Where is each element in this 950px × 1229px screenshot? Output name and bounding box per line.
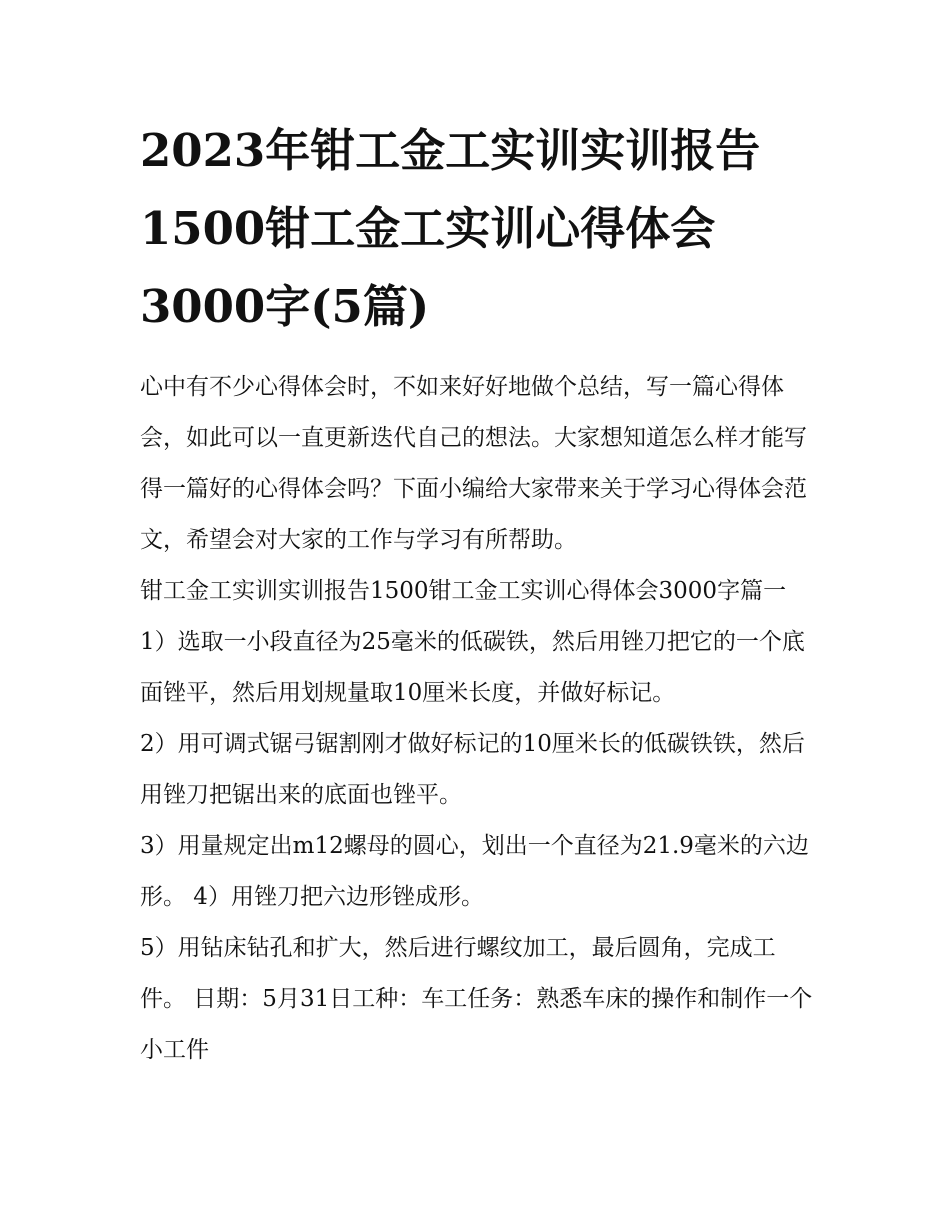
title-line-1: 2023年钳工金工实训实训报告 [140, 124, 761, 177]
document-title [140, 112, 815, 346]
intro-paragraph: 心中有不少心得体会时，不如来好好地做个总结，写一篇心得体会，如此可以一直更新迭代自己的想法。大家想知道怎么样才能写得一篇好的心得体会吗？下面小编给大家带来关于学习心得体会范文，希望会对大家的工作与学习有所帮助。 [140, 374, 807, 553]
title-line-2: 1500钳工金工实训心得体会 [140, 202, 716, 255]
step-1-paragraph: 1）选取一小段直径为25毫米的低碳铁，然后用锉刀把它的一个底面锉平，然后用划规量取10厘米长度，并做好标记。 [140, 629, 805, 706]
step-2-paragraph: 2）用可调式锯弓锯割刚才做好标记的10厘米长的低碳铁铁，然后用锉刀把锯出来的底面也锉平。 [140, 731, 805, 808]
document-page [140, 112, 815, 1076]
step-3-4-paragraph: 3）用量规定出m12螺母的圆心，划出一个直径为21.9毫米的六边形。 4）用锉刀把六边形锉成形。 [140, 833, 809, 910]
section-heading: 钳工金工实训实训报告1500钳工金工实训心得体会3000字篇一 [140, 578, 787, 604]
step-5-paragraph: 5）用钻床钻孔和扩大，然后进行螺纹加工，最后圆角，完成工件。 日期：5月31日工种：车工任务：熟悉车床的操作和制作一个小工件 [140, 935, 813, 1063]
title-line-3: 3000字(5篇) [140, 280, 430, 333]
